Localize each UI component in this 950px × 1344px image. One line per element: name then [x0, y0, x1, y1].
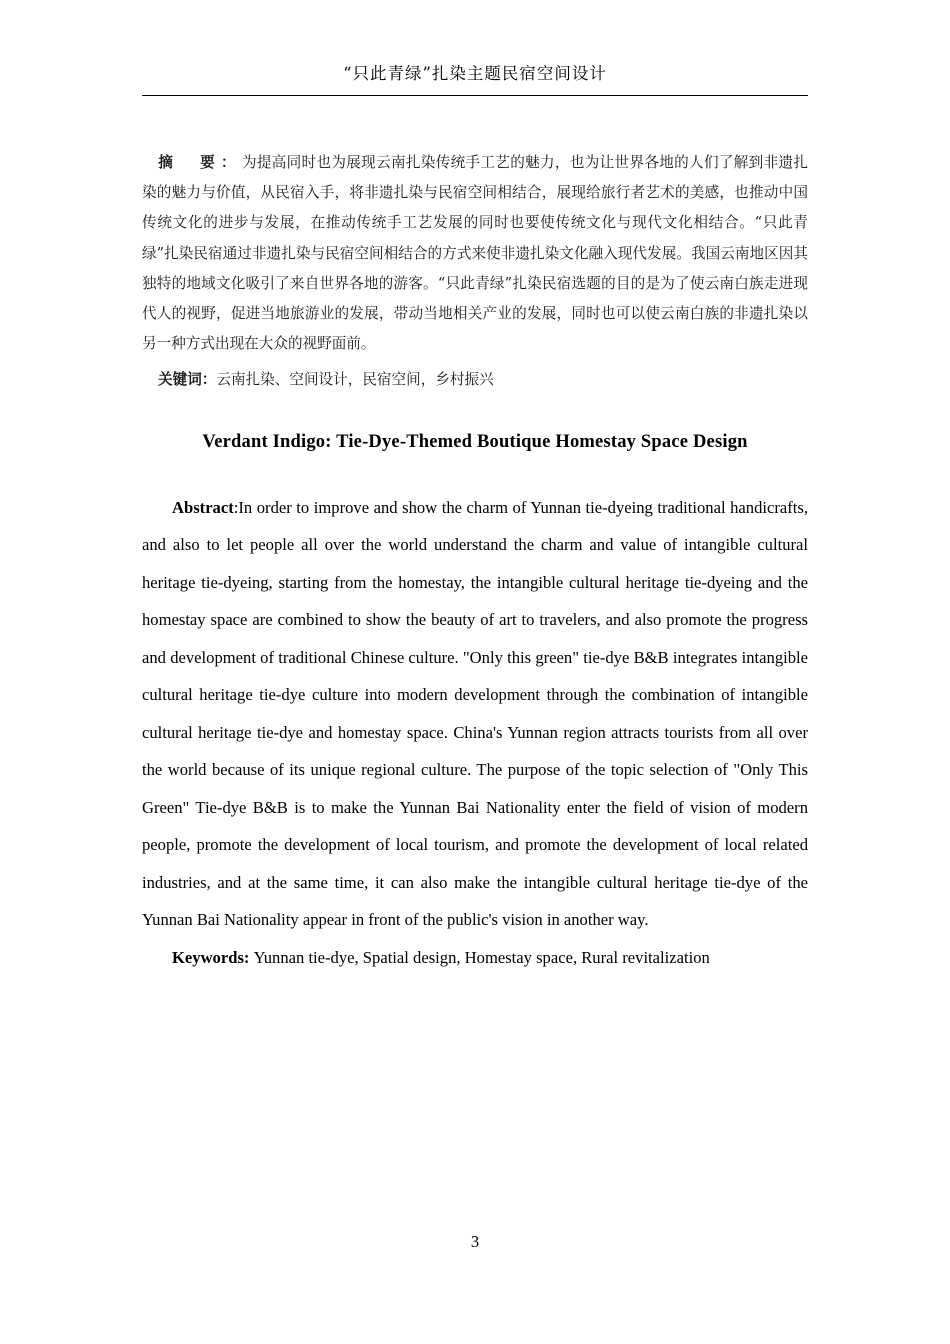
english-title: Verdant Indigo: Tie-Dye-Themed Boutique Homestay Space Design: [202, 431, 748, 452]
chinese-abstract-section: [142, 148, 808, 396]
english-abstract-paragraph: [142, 489, 808, 939]
chinese-keywords-paragraph: [142, 365, 808, 395]
english-abstract-separator: :: [233, 497, 239, 517]
chinese-abstract-body: 为提高同时也为展现云南扎染传统手工艺的魅力，也为让世界各地的人们了解到非遗扎染的魅力与价值，从民宿入手，将非遗扎染与民宿空间相结合，展现给旅行者艺术的美感，也推动中国传统文化的进步与发展，在推动传统手工艺发展的同时也要使传统文化与现代文化相结合。“只此青绿”扎染民宿通过非遗扎染与民宿空间相结合的方式来使非遗扎染文化融入现代发展。我国云南地区因其独特的地域文化吸引了来自世界各地的游客。“只此青绿”扎染民宿选题的目的是为了使云南白族走进现代人的视野，促进当地旅游业的发展，带动当地相关产业的发展，同时也可以使云南白族的非遗扎染以另一种方式出现在大众的视野面前。: [142, 154, 808, 353]
english-keywords-label: Keywords:: [172, 947, 250, 967]
english-keywords-value: Yunnan tie-dye, Spatial design, Homestay space, Rural revitalization: [253, 947, 710, 967]
header-title: “只此青绿”扎染主题民宿空间设计: [343, 64, 607, 83]
chinese-abstract-paragraph: [142, 148, 808, 359]
header-divider: [142, 95, 808, 96]
english-abstract-section: [142, 489, 808, 977]
english-abstract-body: In order to improve and show the charm of Yunnan tie-dyeing traditional handicrafts, and also to let people all over the world understand the charm and value of intangible cultural heritage tie-dyeing, starting from the homestay, the intangible cultural heritage tie-dyeing and the homestay space are combined to show the beauty of art to travelers, and also promote the progress and development of traditional Chinese culture. "Only this green" tie-dye B&B integrates intangible cultural heritage tie-dye culture into modern development through the combination of intangible cultural heritage tie-dye and homestay space. China's Yunnan region attracts tourists from all over the world because of its unique regional culture. The purpose of the topic selection of "Only This Green" Tie-dye B&B is to make the Yunnan Bai Nationality enter the field of vision of modern people, promote the development of local tourism, and promote the development of local related industries, and at the same time, it can also make the intangible cultural heritage tie-dye of the Yunnan Bai Nationality appear in front of the public's vision in another way.: [142, 497, 808, 930]
chinese-keywords-label: 关键词：: [158, 371, 217, 389]
chinese-keywords-value: 云南扎染、空间设计，民宿空间，乡村振兴: [216, 371, 494, 389]
english-abstract-label: Abstract: [172, 497, 234, 517]
english-keywords-paragraph: [142, 939, 808, 977]
page-header: [142, 62, 808, 85]
page-number: 3: [470, 1232, 480, 1251]
chinese-abstract-label: 摘 要：: [158, 154, 242, 171]
page-content: [142, 148, 808, 976]
